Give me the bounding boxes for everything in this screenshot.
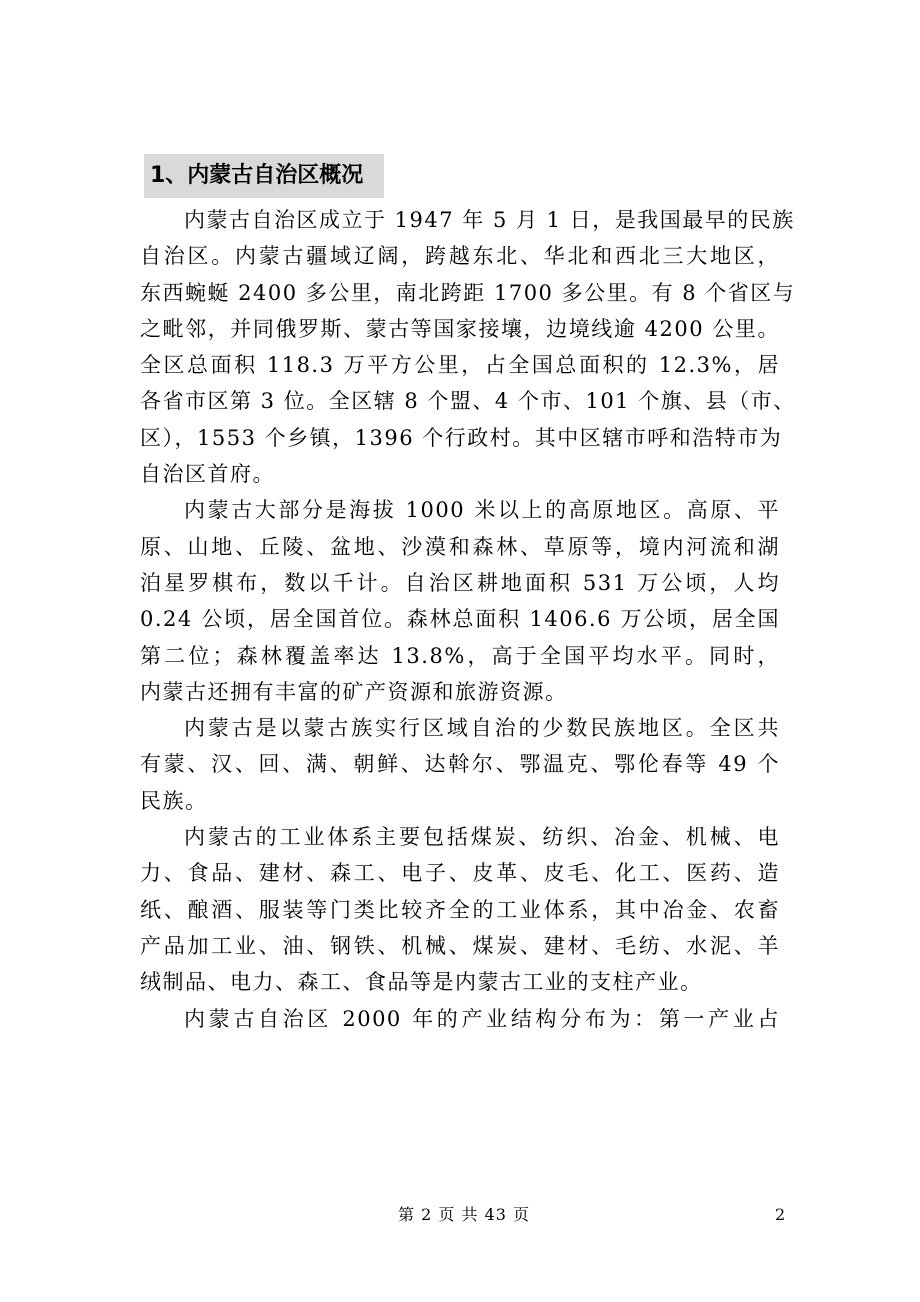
text-line: 第二位；森林覆盖率达 13.8%，高于全国平均水平。同时， xyxy=(140,643,780,668)
text-line: 内蒙古的工业体系主要包括煤炭、纺织、冶金、机械、电 xyxy=(184,825,780,850)
text-line: 原、山地、丘陵、盆地、沙漠和森林、草原等，境内河流和湖 xyxy=(140,534,780,559)
paragraph-3 xyxy=(140,710,780,819)
text-line: 内蒙古自治区 2000 年的产业结构分布为：第一产业占 xyxy=(184,1006,780,1031)
text-line: 区），1553 个乡镇，1396 个行政村。其中区辖市呼和浩特市为 xyxy=(140,425,783,450)
text-line: 产品加工业、油、钢铁、机械、煤炭、建材、毛纺、水泥、羊 xyxy=(140,933,780,958)
text-line: 全区总面积 118.3 万平方公里，占全国总面积的 12.3%，居 xyxy=(140,353,780,378)
text-line: 力、食品、建材、森工、电子、皮革、皮毛、化工、医药、造 xyxy=(140,861,780,886)
text-line: 内蒙古大部分是海拔 1000 米以上的高原地区。高原、平 xyxy=(184,498,780,523)
page-footer xyxy=(0,1200,920,1230)
text-line: 之毗邻，并同俄罗斯、蒙古等国家接壤，边境线逾 4200 公里。 xyxy=(140,316,780,341)
text-line: 东西蜿蜒 2400 多公里，南北跨距 1700 多公里。有 8 个省区与 xyxy=(140,280,796,305)
text-line: 内蒙古自治区成立于 1947 年 5 月 1 日，是我国最早的民族 xyxy=(184,208,795,232)
paragraph-5 xyxy=(140,1001,780,1037)
text-line: 内蒙古是以蒙古族实行区域自治的少数民族地区。全区共 xyxy=(184,716,780,741)
paragraph-4 xyxy=(140,819,780,1000)
text-line: 自治区首府。 xyxy=(140,462,275,487)
section-heading: 1、内蒙古自治区概况 xyxy=(144,154,384,198)
text-line: 有蒙、汉、回、满、朝鲜、达斡尔、鄂温克、鄂伦春等 49 个 xyxy=(140,752,780,777)
text-line: 民族。 xyxy=(140,788,208,813)
paragraph-1 xyxy=(140,202,796,492)
paragraph-2 xyxy=(140,492,780,710)
text-line: 内蒙古还拥有丰富的矿产资源和旅游资源。 xyxy=(140,679,568,704)
text-line: 0.24 公顷，居全国首位。森林总面积 1406.6 万公顷，居全国 xyxy=(140,607,780,632)
body-text xyxy=(140,202,796,1037)
text-line: 绒制品、电力、森工、食品等是内蒙古工业的支柱产业。 xyxy=(140,970,703,995)
text-line: 泊星罗棋布，数以千计。自治区耕地面积 531 万公顷，人均 xyxy=(140,570,780,595)
text-line: 自治区。内蒙古疆域辽阔，跨越东北、华北和西北三大地区， xyxy=(140,244,780,269)
page-number: 2 xyxy=(775,1205,786,1224)
page-count-label: 第 2 页 共 43 页 xyxy=(398,1205,530,1224)
text-line: 纸、酿酒、服装等门类比较齐全的工业体系，其中冶金、农畜 xyxy=(140,897,780,922)
text-line: 各省市区第 3 位。全区辖 8 个盟、4 个市、101 个旗、县（市、 xyxy=(140,389,796,414)
